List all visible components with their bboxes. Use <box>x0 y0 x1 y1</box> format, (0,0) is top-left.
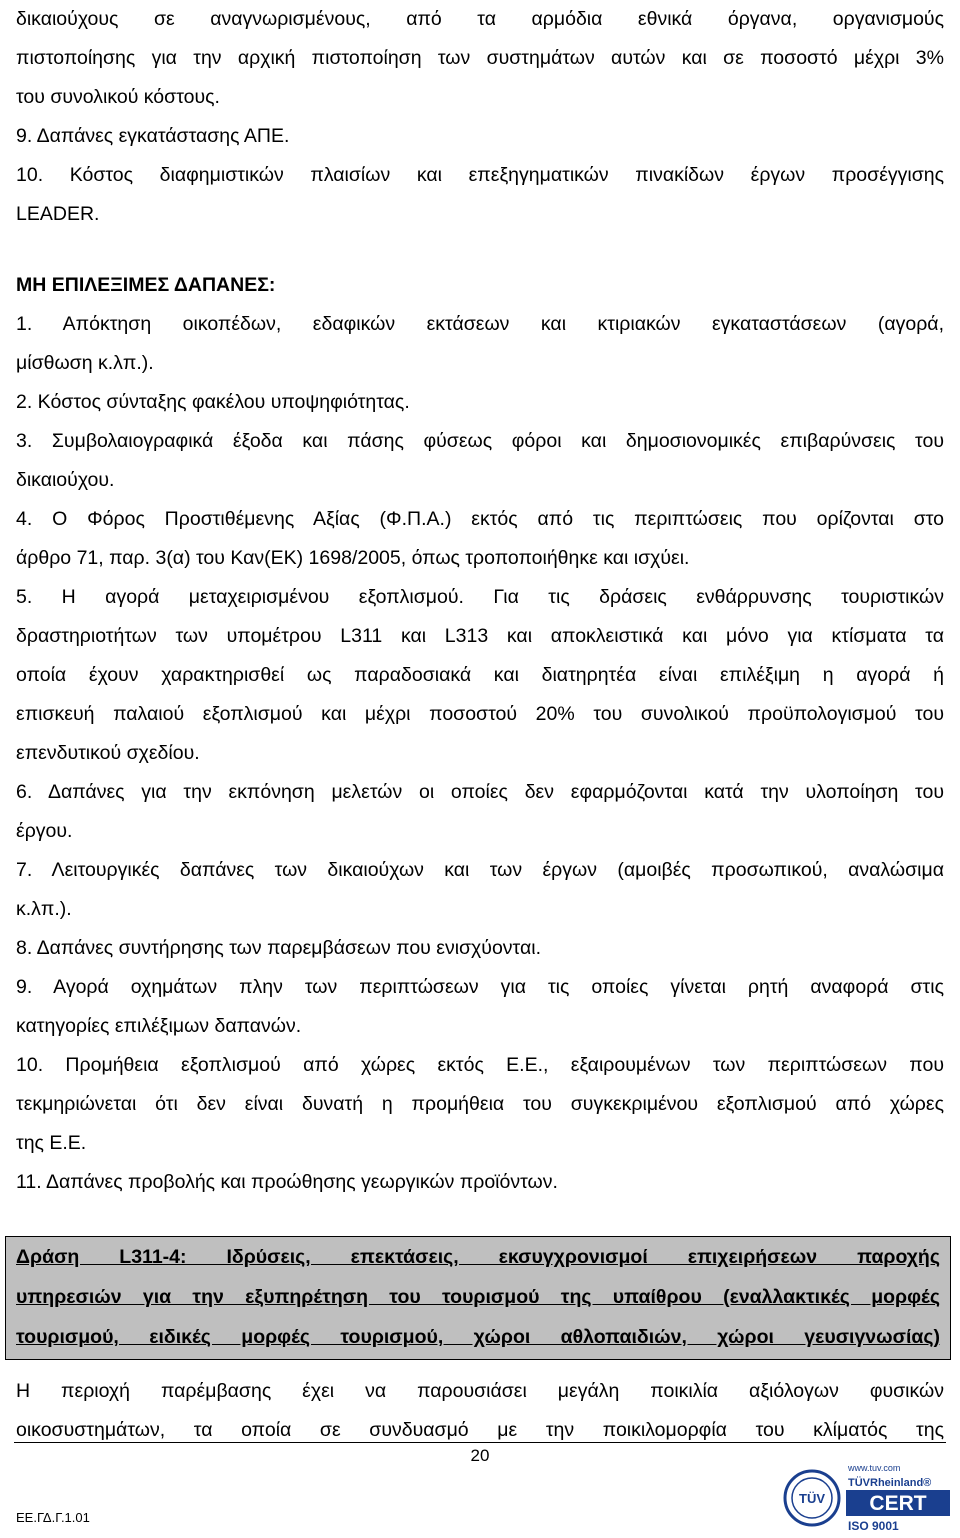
action-heading-line: υπηρεσιών για την εξυπηρέτηση του τουρισμού της υπαίθρου (εναλλακτικές μορφές <box>16 1286 940 1308</box>
action-heading-box <box>5 1236 951 1360</box>
tuv-seal-icon <box>785 1471 839 1525</box>
action-heading-line: τουρισμού, ειδικές μορφές τουρισμού, χώροι αθλοπαιδιών, χώροι γευσιγνωσίας) <box>16 1326 940 1348</box>
list-item: 10. Κόστος διαφημιστικών πλαισίων και επεξηγηματικών πινακίδων έργων προσέγγισης <box>16 164 944 186</box>
text-line: κ.λπ.). <box>16 898 72 920</box>
text-line: Η περιοχή παρέμβασης έχει να παρουσιάσει μεγάλη ποικιλία αξιόλογων φυσικών <box>16 1380 944 1402</box>
cert-brand: TÜVRheinland® <box>848 1477 932 1489</box>
text-line: δικαιούχου. <box>16 469 115 491</box>
page-number: 20 <box>470 1446 490 1465</box>
text-line: μίσθωση κ.λπ.). <box>16 352 154 374</box>
document-body <box>16 0 944 1202</box>
text-line: δικαιούχους σε αναγνωρισμένους, από τα αρμόδια εθνικά όργανα, οργανισμούς <box>16 8 944 30</box>
cert-logo <box>782 1462 954 1534</box>
list-item: 4. Ο Φόρος Προστιθέμενης Αξίας (Φ.Π.Α.) εκτός από τις περιπτώσεις που ορίζονται στο <box>16 508 944 530</box>
list-item: 6. Δαπάνες για την εκπόνηση μελετών οι οποίες δεν εφαρμόζονται κατά την υλοποίηση του <box>16 781 944 803</box>
cert-website: www.tuv.com <box>848 1463 901 1473</box>
text-line: πιστοποίησης για την αρχική πιστοποίηση των συστημάτων αυτών και σε ποσοστό μέχρι 3% <box>16 47 944 69</box>
text-line: έργου. <box>16 820 73 842</box>
document-code: ΕΕ.ΓΔ.Γ.1.01 <box>16 1510 90 1525</box>
cert-label: CERT <box>869 1492 927 1515</box>
footer-divider <box>14 1442 946 1443</box>
list-item: 8. Δαπάνες συντήρησης των παρεμβάσεων που ενισχύονται. <box>16 937 542 959</box>
text-line: επισκευή παλαιού εξοπλισμού και μέχρι ποσοστού 20% του συνολικού προϋπολογισμού του <box>16 703 944 725</box>
list-item: 9. Αγορά οχημάτων πλην των περιπτώσεων για τις οποίες γίνεται ρητή αναφορά στις <box>16 976 944 998</box>
list-item: 5. Η αγορά μεταχειρισμένου εξοπλισμού. Για τις δράσεις ενθάρρυνσης τουριστικών <box>16 586 944 608</box>
action-intro <box>16 1372 944 1450</box>
list-item: 3. Συμβολαιογραφικά έξοδα και πάσης φύσεως φόροι και δημοσιονομικές επιβαρύνσεις του <box>16 430 944 452</box>
text-line: επενδυτικού σχεδίου. <box>16 742 200 764</box>
list-item: 1. Απόκτηση οικοπέδων, εδαφικών εκτάσεων και κτιριακών εγκαταστάσεων (αγορά, <box>16 313 944 335</box>
text-line: LEADER. <box>16 203 100 225</box>
text-line: άρθρο 71, παρ. 3(α) του Καν(ΕΚ) 1698/2005, όπως τροποποιήθηκε και ισχύει. <box>16 547 690 569</box>
cert-seal-text: TÜV <box>799 1491 825 1506</box>
text-line: οποία έχουν χαρακτηρισθεί ως παραδοσιακά και διατηρητέα είναι επιλέξιμη η αγορά ή <box>16 664 944 686</box>
text-line: της Ε.Ε. <box>16 1132 87 1154</box>
text-line: του συνολικού κόστους. <box>16 86 220 108</box>
cert-standard: ISO 9001 <box>848 1519 899 1533</box>
list-item: 10. Προμήθεια εξοπλισμού από χώρες εκτός Ε.Ε., εξαιρουμένων των περιπτώσεων που <box>16 1054 944 1076</box>
list-item: 2. Κόστος σύνταξης φακέλου υποψηφιότητας. <box>16 391 410 413</box>
list-item: 7. Λειτουργικές δαπάνες των δικαιούχων και των έργων (αμοιβές προσωπικού, αναλώσιμα <box>16 859 944 881</box>
action-heading-line: Δράση L311-4: Ιδρύσεις, επεκτάσεις, εκσυγχρονισμοί επιχειρήσεων παροχής <box>16 1246 940 1268</box>
section-heading: ΜΗ ΕΠΙΛΕΞΙΜΕΣ ΔΑΠΑΝΕΣ: <box>16 274 276 296</box>
text-line: οικοσυστημάτων, τα οποία σε συνδυασμό με την ποικιλομορφία του κλίματός της <box>16 1419 944 1441</box>
text-line: δραστηριοτήτων των υπομέτρου L311 και L313 και αποκλειστικά και μόνο για κτίσματα τα <box>16 625 944 647</box>
list-item: 11. Δαπάνες προβολής και προώθησης γεωργικών προϊόντων. <box>16 1171 558 1193</box>
text-line: τεκμηριώνεται ότι δεν είναι δυνατή η προμήθεια του συγκεκριμένου εξοπλισμού από χώρες <box>16 1093 944 1115</box>
list-item: 9. Δαπάνες εγκατάστασης ΑΠΕ. <box>16 125 290 147</box>
text-line: κατηγορίες επιλέξιμων δαπανών. <box>16 1015 302 1037</box>
